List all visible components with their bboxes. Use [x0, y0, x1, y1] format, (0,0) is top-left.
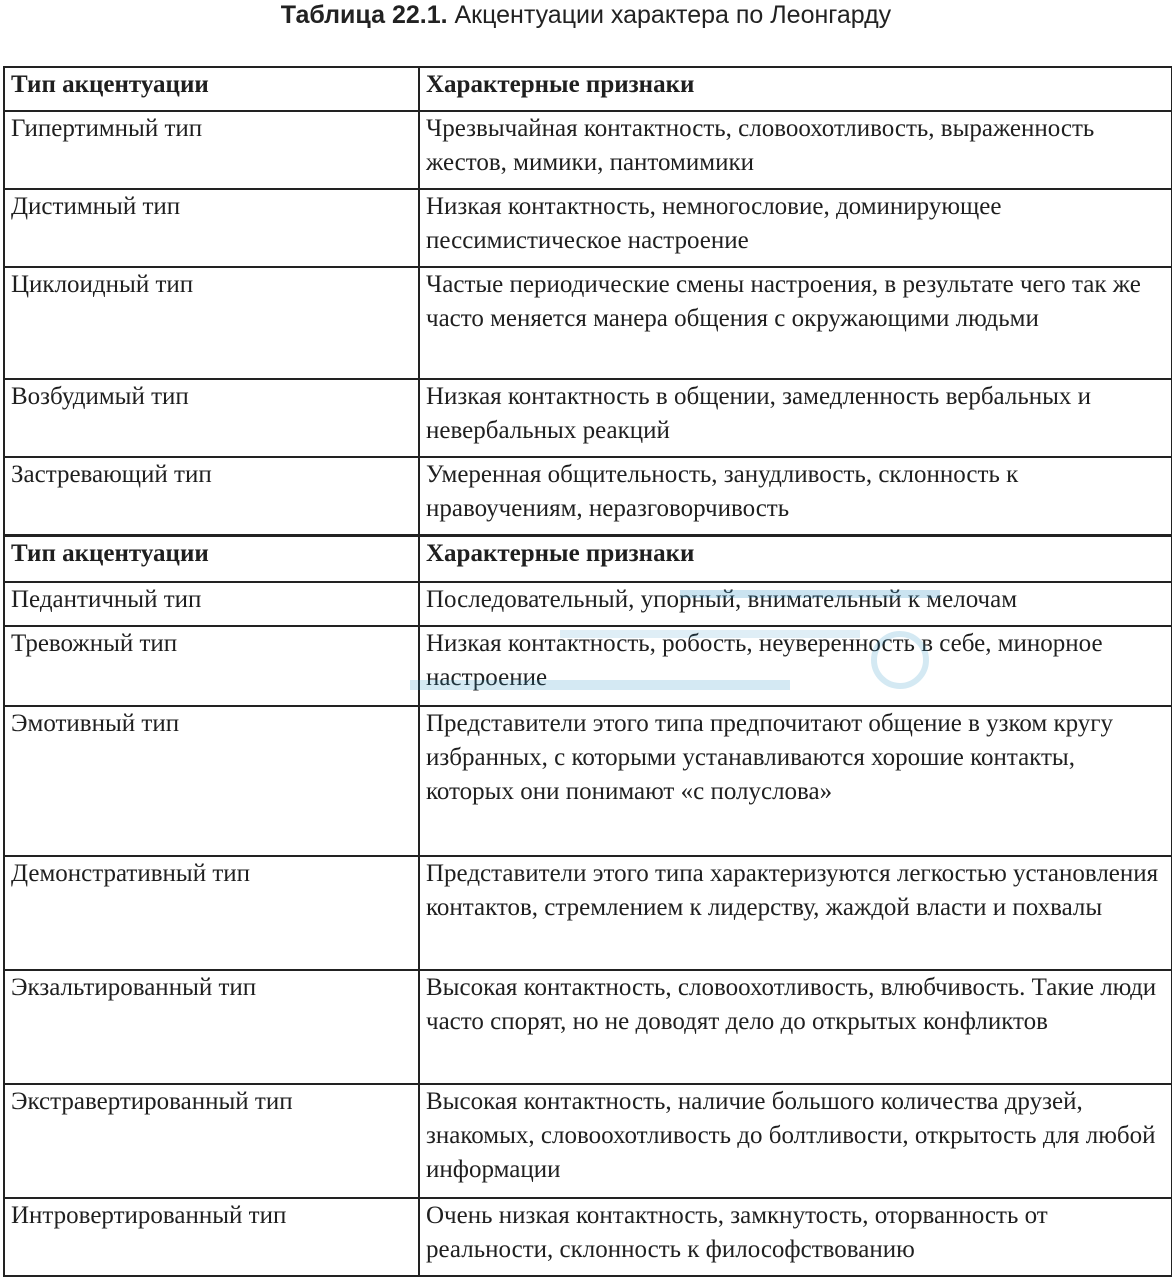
table-row — [4, 1084, 1172, 1198]
table-row — [4, 626, 1172, 706]
cell-traits: Умеренная общительность, занудливость, склонность к нравоучениям, неразговорчивость — [419, 457, 1172, 535]
table-row — [4, 189, 1172, 267]
cell-type: Гипертимный тип — [4, 111, 419, 189]
caption-label: Таблица 22.1. — [280, 1, 448, 29]
table-row — [4, 1198, 1172, 1276]
header-type: Тип акцентуации — [4, 67, 419, 111]
cell-traits: Частые периодические смены настроения, в результате чего так же часто меняется манера общения с окружающими людьми — [419, 267, 1172, 379]
table-caption — [0, 0, 1172, 34]
cell-type: Тревожный тип — [4, 626, 419, 706]
table-row — [4, 856, 1172, 970]
cell-traits: Низкая контактность в общении, замедленность вербальных и невербальных реакций — [419, 379, 1172, 457]
cell-type: Экзальтированный тип — [4, 970, 419, 1084]
cell-type: Демонстративный тип — [4, 856, 419, 970]
cell-type: Эмотивный тип — [4, 706, 419, 856]
table-header-row — [4, 536, 1172, 582]
cell-type: Дистимный тип — [4, 189, 419, 267]
table-row — [4, 582, 1172, 626]
cell-type: Педантичный тип — [4, 582, 419, 626]
table-row — [4, 111, 1172, 189]
caption-title: Акцентуации характера по Леонгарду — [454, 1, 892, 29]
cell-traits: Очень низкая контактность, замкнутость, оторванность от реальности, склонность к философствованию — [419, 1198, 1172, 1276]
header-type: Тип акцентуации — [4, 536, 419, 582]
header-traits: Характерные признаки — [419, 536, 1172, 582]
table-row — [4, 267, 1172, 379]
table-header-row — [4, 67, 1172, 111]
cell-traits: Высокая контактность, словоохотливость, влюбчивость. Такие люди часто спорят, но не доводят дело до открытых конфликтов — [419, 970, 1172, 1084]
cell-type: Экстравертированный тип — [4, 1084, 419, 1198]
cell-type: Возбудимый тип — [4, 379, 419, 457]
cell-traits: Представители этого типа предпочитают общение в узком кругу избранных, с которыми устанавливаются хорошие контакты, которых они понимают «с полуслова» — [419, 706, 1172, 856]
cell-type: Циклоидный тип — [4, 267, 419, 379]
cell-traits: Высокая контактность, наличие большого количества друзей, знакомых, словоохотливость до болтливости, открытость для любой информации — [419, 1084, 1172, 1198]
table-row — [4, 970, 1172, 1084]
table-row — [4, 457, 1172, 535]
cell-type: Интровертированный тип — [4, 1198, 419, 1276]
table-row — [4, 379, 1172, 457]
table-row — [4, 706, 1172, 856]
cell-traits: Последовательный, упорный, внимательный к мелочам — [419, 582, 1172, 626]
cell-traits: Представители этого типа характеризуются легкостью установления контактов, стремлением к лидерству, жаждой власти и похвалы — [419, 856, 1172, 970]
cell-type: Застревающий тип — [4, 457, 419, 535]
header-traits: Характерные признаки — [419, 67, 1172, 111]
accentuation-table-part1 — [3, 66, 1172, 536]
cell-traits: Низкая контактность, немногословие, доминирующее пессимистическое настроение — [419, 189, 1172, 267]
accentuation-table-part2 — [3, 535, 1172, 1277]
cell-traits: Чрезвычайная контактность, словоохотливость, выраженность жестов, мимики, пантомимики — [419, 111, 1172, 189]
cell-traits: Низкая контактность, робость, неуверенность в себе, минорное настроение — [419, 626, 1172, 706]
